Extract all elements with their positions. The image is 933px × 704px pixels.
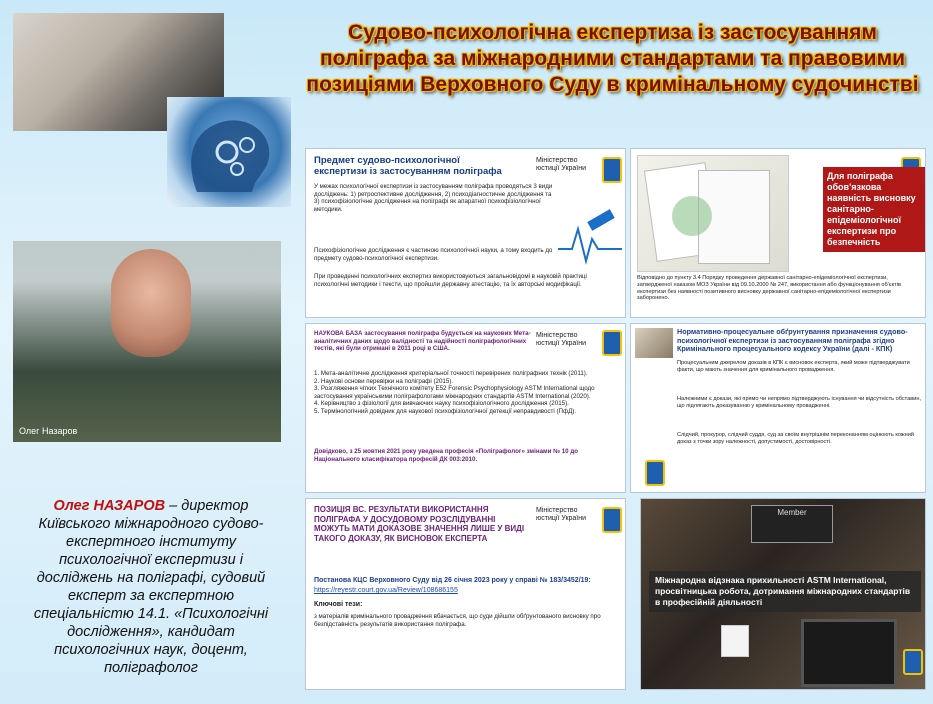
slide4-heading: Нормативно-процесуальне обґрунтування призначення судово-психологічної експертизи із застосуванням поліграфа згідно Кримінального процесуального кодексу України (далі - КПК): [677, 327, 908, 354]
brain-icon: [167, 97, 291, 207]
slide5-key-label: Ключові тези:: [314, 601, 363, 608]
slide6-band: Міжнародна відзнака прихильності ASTM International, просвітницька робота, дотримання міжнародних стандартів в професійній діяльності: [649, 571, 921, 612]
slide2-side-text: Для поліграфа обов'язкова наявність висновку санітарно-епідеміологічної експертизи про безпечність: [823, 167, 926, 252]
coat-of-arms-icon: [645, 460, 665, 486]
slide1-ministry: Міністерство юстиції України: [536, 157, 587, 172]
brain-gears-illustration: [167, 97, 291, 207]
coat-of-arms-icon: [602, 507, 622, 533]
slide1-p2: Психофізіологічне дослідження є частиною психологічної науки, а тому входить до предмету судово-психологічної експертизи.: [314, 247, 553, 262]
slide3-item: 4. Керівництво з фізіології для вивчаючих науку психофізіологічного дослідження (2015).: [314, 400, 569, 408]
speaker-name: Олег НАЗАРОВ: [53, 498, 166, 514]
coat-of-arms-icon: [602, 157, 622, 183]
member-plaque: [751, 505, 833, 543]
slide-subject-expertise: [305, 148, 626, 318]
slide5-red-text: ПОЗИЦІЯ ВС. РЕЗУЛЬТАТИ ВИКОРИСТАННЯ ПОЛІГРАФА У ДОСУДОВОМУ РОЗСЛІДУВАННІ МОЖУТЬ МАТИ ДОКАЗОВЕ ЗНАЧЕННЯ ЛИШЕ У ВИДІ ТАКОГО ДОКАЗУ, ЯК ВИСНОВОК ЕКСПЕРТА: [314, 505, 525, 543]
pen-photo: [635, 328, 673, 358]
certificate-documents-image: [637, 155, 789, 272]
slide1-heading: Предмет судово-психологічної експертизи із застосуванням поліграфа: [314, 155, 502, 177]
award-frame: [801, 619, 897, 687]
coat-of-arms-icon: [602, 330, 622, 356]
slide4-p1: Процесуальним джерелом доказів в КПК є висновок експерта, який може підтверджувати факти, що мають значення для кримінального провадження.: [677, 360, 910, 373]
page-title: Судово-психологічна експертиза із застосуванням поліграфа за міжнародними стандартами та правовими позиціями Верховного Суду в кримінальному судочинстві: [306, 21, 919, 96]
slide4-p2: Належними є докази, які прямо чи непрямо підтверджують існування чи відсутність обставин, що підлягають доказуванню у кримінальному провадженні.: [677, 396, 922, 409]
slide1-p3: При проведенні психологічних експертиз використовуються загальновідомі в науковій практиці психологічні методики і тексти, що пройшли державну атестацію, та їх авторські модифікації.: [314, 273, 587, 288]
video-caption: Олег Назаров: [19, 426, 78, 436]
slide-scientific-base: [305, 323, 626, 493]
slide3-footer: Довідково, з 25 жовтня 2021 року уведена професія «Поліграфолог» змінами № 10 до Національного класифікатора професій ДК 003:2010.: [314, 448, 579, 463]
astm-logo: [721, 625, 749, 657]
slide-astm-award: [640, 498, 926, 690]
coat-of-arms-icon: [903, 649, 923, 675]
slide5-ministry: Міністерство юстиції України: [536, 507, 587, 522]
slide-normative-basis: [630, 323, 926, 493]
slide3-item: 2. Наукові основи перевірки на поліграфі (2015).: [314, 377, 454, 385]
slide3-heading: НАУКОВА БАЗА застосування поліграфа будується на наукових Мета-аналітичних даних щодо валідності та надійності поліграфологічних тестів, які були отримані в 2011 році в США.: [314, 330, 531, 353]
gavel-pulse-icon: [558, 209, 622, 265]
slide5-decision: Постанова КЦС Верховного Суду від 26 січня 2023 року у справі № 183/3452/19:: [314, 577, 591, 584]
slide3-item: 1. Мета-аналітичне дослідження критеріальної точності перевірених поліграфних технік (2011).: [314, 370, 588, 377]
slide3-list: [314, 370, 619, 416]
slide1-p1: У межах психологічної експертизи із застосуванням поліграфа проводяться 3 види досліджень: 1) ретроспективне дослідження, 2) психодіагностичне дослідження та 3) психофізіологічне дослідження на поліграфі як апаратної психофізіологічної методики.: [314, 183, 553, 213]
speaker-face: [111, 249, 191, 357]
member-label: Member: [777, 508, 807, 517]
slide3-ministry: Міністерство юстиції України: [536, 332, 587, 347]
slide3-item: 5. Термінологічний довідник для наукової психофізіологічної детекції неправдивості (ПфД).: [314, 407, 577, 415]
slide-supreme-court-position: [305, 498, 626, 690]
slide2-footer: Відповідно до пункту 3.4 Порядку проведення державної санітарно-епідеміологічної експертизи, затвердженої наказом МОЗ України від 09.10.2000 № 247, використання або функціонування об'єктів експертизи без наявності позитивного висновку державної санітарно-епідеміологічної експертизи заборонено.: [637, 275, 901, 302]
speaker-bio: [20, 497, 282, 677]
slide5-link[interactable]: https://reyestr.court.gov.ua/Review/108686155: [314, 587, 458, 594]
slide5-text: з матеріалів кримінального провадження вбачається, що суди дійшли обґрунтованого висновку про безпідставність результатів використання поліграфа.: [314, 613, 601, 628]
slide3-item: 3. Розгляження чітких Технічного комітету Е52 Forensic Psychophysiology ASTM International щодо застосування українськими поліграфологами міжнародних стандартів ASTM International (2020).: [314, 385, 595, 400]
slide-sanitary-certificate: [630, 148, 926, 318]
speaker-description: – директор Київського міжнародного судово-експертного інституту психологічної експертизи і досліджень на поліграфі, судовий експерт за експертною спеціальністю 14.1. «Психологічні дослідження», кандидат психологічних наук, доцент, поліграфолог: [33, 498, 269, 676]
speaker-video-photo: [13, 241, 281, 442]
slide4-p3: Слідчий, прокурор, слідчий суддя, суд за своїм внутрішнім переконанням оцінюють кожний доказ з точки зору належності, допустимості, достовірності.: [677, 432, 914, 445]
